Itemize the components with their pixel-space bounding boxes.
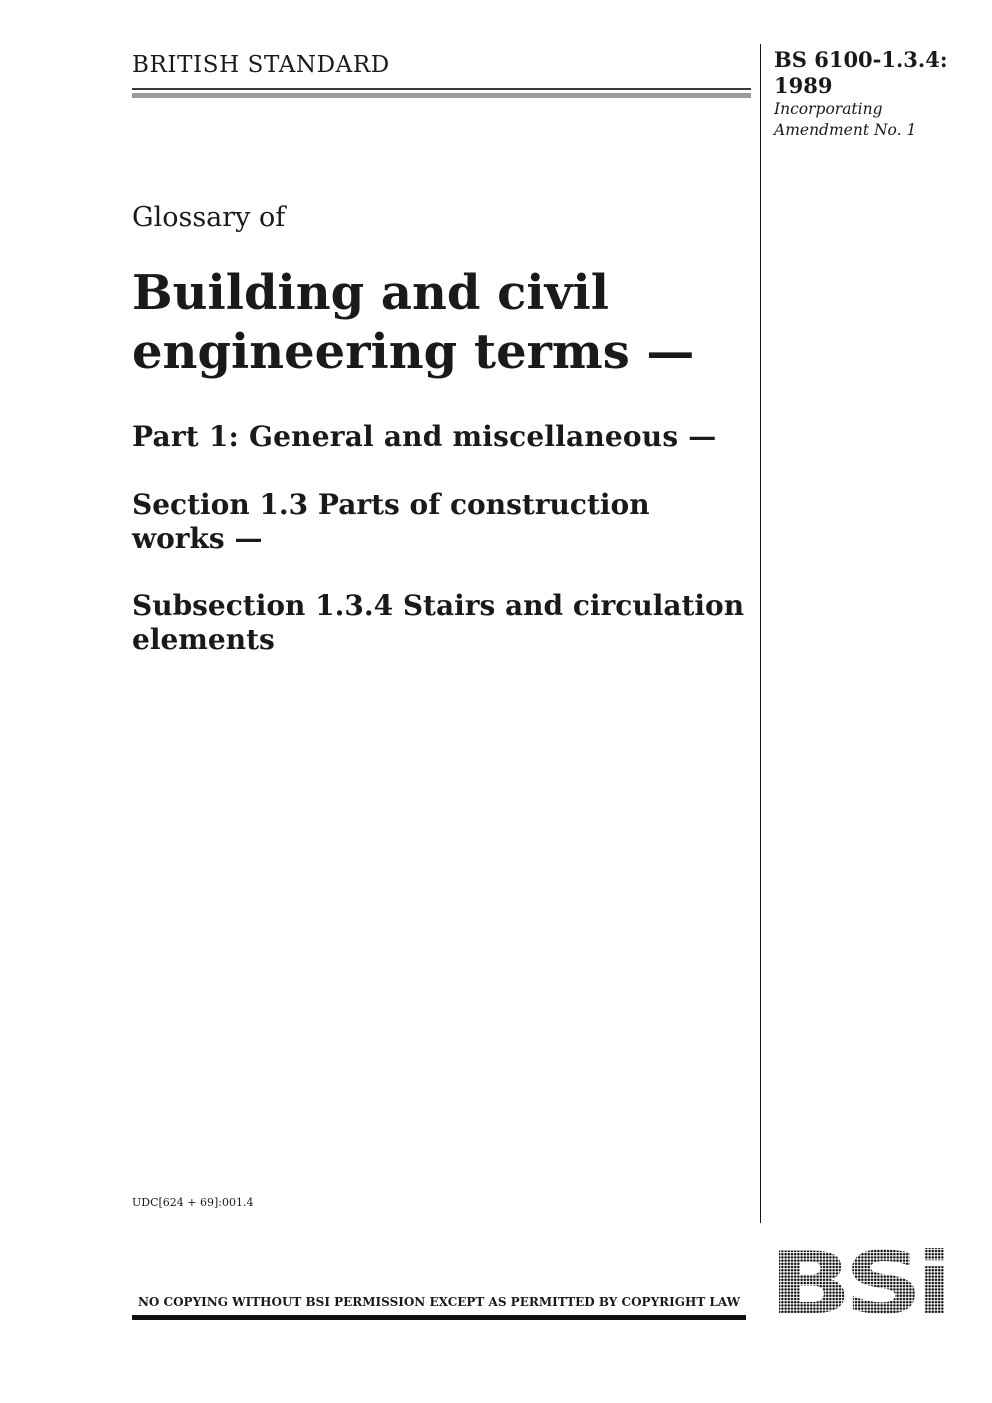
section-title-line1: Section 1.3 Parts of construction <box>132 488 650 521</box>
standard-number-line1: BS 6100-1.3.4: <box>774 47 948 72</box>
copyright-notice: NO COPYING WITHOUT BSI PERMISSION EXCEPT AS PERMITTED BY COPYRIGHT LAW <box>137 1295 741 1309</box>
amendment-line2: Amendment No. 1 <box>774 121 917 139</box>
standard-number <box>774 47 984 99</box>
subsection-title-line1: Subsection 1.3.4 Stairs and circulation <box>132 589 745 622</box>
main-title <box>132 264 752 382</box>
standard-number-line2: 1989 <box>774 73 833 98</box>
bsi-logo-text: BSi <box>769 1243 945 1318</box>
subsection-title <box>132 589 752 657</box>
header-label: BRITISH STANDARD <box>132 52 390 78</box>
subsection-title-line2: elements <box>132 623 275 656</box>
main-title-line1: Building and civil <box>132 265 609 321</box>
udc-code: UDC[624 + 69]:001.4 <box>132 1196 254 1209</box>
amendment-line1: Incorporating <box>774 100 883 118</box>
header-rule-thin <box>132 88 751 90</box>
bsi-logo-icon <box>768 1243 946 1318</box>
section-title-line2: works — <box>132 522 263 555</box>
glossary-heading: Glossary of <box>132 202 286 233</box>
footer-rule <box>132 1315 746 1320</box>
part-title: Part 1: General and miscellaneous — <box>132 420 717 453</box>
section-title <box>132 488 752 556</box>
header-rule-thick <box>132 93 751 98</box>
main-title-line2: engineering terms — <box>132 324 695 380</box>
column-divider <box>760 44 761 1223</box>
amendment-note <box>774 99 916 141</box>
